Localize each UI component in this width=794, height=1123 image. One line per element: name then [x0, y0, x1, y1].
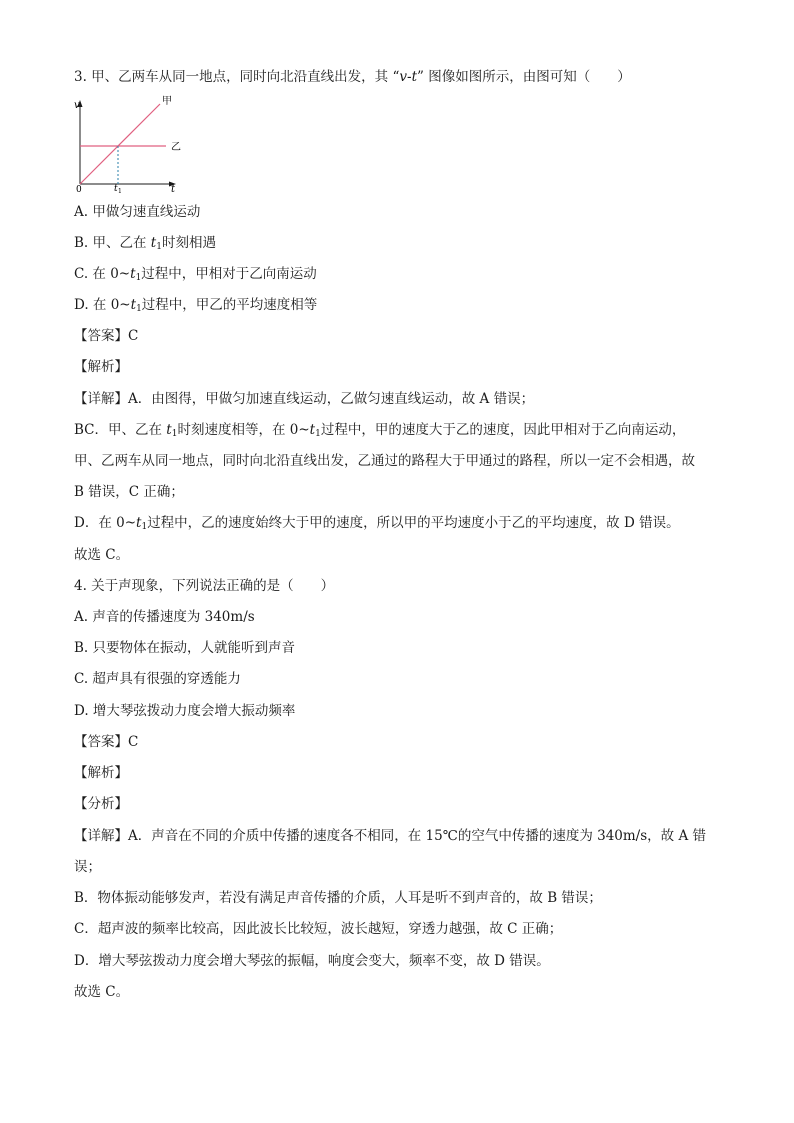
q3-detail-3: 甲、乙两车从同一地点，同时向北沿直线出发，乙通过的路程大于甲通过的路程，所以一定不会相遇，故 [74, 453, 695, 469]
q3-detail-5 [74, 514, 680, 536]
q4-detail-2: B．物体振动能够发声，若没有满足声音传播的介质，人耳是听不到声音的，故 B 错误； [74, 890, 602, 906]
jia-line [80, 104, 160, 184]
q4-detail-1: 【详解】A．声音在不同的介质中传播的速度各不相同，在 15℃的空气中传播的速度为 340m/s，故 A 错 [74, 828, 706, 844]
yi-label: 乙 [171, 142, 181, 153]
q4-conclusion: 故选 C。 [74, 984, 130, 1000]
q3-stem-part2: ” 图像如图所示，由图可知（ ） [417, 69, 631, 85]
q4-option-d: D. 增大琴弦拨动力度会增大振动频率 [74, 703, 296, 719]
q3-stem-part1: 3. 甲、乙两车从同一地点，同时向北沿直线出发，其 “ [74, 69, 400, 85]
q3-option-c-text2: 过程中，甲相对于乙向南运动 [141, 266, 317, 282]
t1-label-sub: 1 [118, 188, 122, 195]
q3-analysis-heading: 【解析】 [74, 359, 128, 375]
q4-detail-1b: 误； [74, 859, 101, 875]
q4-stem: 4. 关于声现象，下列说法正确的是（ ） [74, 578, 335, 594]
q3-detail-5-t: t [136, 515, 142, 531]
q3-option-b [74, 234, 216, 256]
q3-detail-2-text2: 时刻速度相等，在 0~ [177, 422, 310, 438]
q3-stem [74, 68, 631, 86]
q4-option-b: B. 只要物体在振动，人就能听到声音 [74, 640, 296, 656]
q3-detail-2-sub: 1 [171, 429, 178, 439]
q3-detail-2-t: t [166, 422, 172, 438]
t-axis-label: t [171, 184, 176, 195]
q4-detail-4: D．增大琴弦拨动力度会增大琴弦的振幅，响度会变大，频率不变，故 D 错误。 [74, 953, 550, 969]
q3-option-c-sub: 1 [135, 273, 142, 283]
q3-option-b-text2: 时刻相遇 [161, 235, 216, 251]
q3-option-d [74, 296, 317, 318]
q3-option-a: A. 甲做匀速直线运动 [74, 204, 201, 220]
q3-answer: 【答案】C [74, 328, 139, 344]
q3-detail-1: 【详解】A．由图得，甲做匀加速直线运动，乙做匀速直线运动，故 A 错误； [74, 391, 535, 407]
q4-detail-3: C．超声波的频率比较高，因此波长比较短，波长越短，穿透力越强，故 C 正确； [74, 921, 563, 937]
q3-detail-2-sub2: 1 [315, 429, 321, 439]
vt-graph [68, 92, 188, 196]
v-axis-label: v [74, 100, 80, 111]
q3-option-d-sub: 1 [136, 304, 142, 314]
t1-label: t [114, 184, 118, 194]
jia-label: 甲 [162, 96, 172, 107]
q3-detail-5-text2: 过程中，乙的速度始终大于甲的速度，所以甲的平均速度小于乙的平均速度，故 D 错误。 [147, 515, 680, 531]
q3-detail-5-sub: 1 [141, 522, 148, 532]
q3-option-d-text1: D. 在 0~ [74, 297, 131, 313]
q3-option-b-sub: 1 [156, 242, 162, 252]
q3-option-b-t: t [150, 235, 157, 251]
q4-option-c: C. 超声具有很强的穿透能力 [74, 671, 241, 687]
q3-option-b-text1: B. 甲、乙在 [74, 235, 151, 251]
q3-detail-4: B 错误，C 正确； [74, 484, 184, 500]
q3-detail-2 [74, 421, 685, 443]
q3-detail-2-t2: t [309, 422, 316, 438]
q3-option-d-text2: 过程中，甲乙的平均速度相等 [141, 297, 318, 313]
q4-fenxi-heading: 【分析】 [74, 796, 128, 812]
q4-analysis-heading: 【解析】 [74, 765, 128, 781]
q3-option-d-t: t [130, 297, 137, 313]
q3-conclusion: 故选 C。 [74, 547, 130, 563]
origin-label: 0 [76, 185, 82, 195]
q3-detail-2-text3: 过程中，甲的速度大于乙的速度，因此甲相对于乙向南运动， [320, 422, 686, 438]
q4-option-a: A. 声音的传播速度为 340m/s [74, 609, 255, 625]
q3-stem-vt: v-t [399, 69, 417, 85]
q3-option-c-t: t [130, 266, 136, 282]
q3-detail-2-text1: BC．甲、乙在 [74, 422, 167, 438]
q3-option-c [74, 265, 317, 287]
q3-detail-5-text1: D．在 0~ [74, 515, 137, 531]
q4-answer: 【答案】C [74, 734, 139, 750]
q3-option-c-text1: C. 在 0~ [74, 266, 131, 282]
